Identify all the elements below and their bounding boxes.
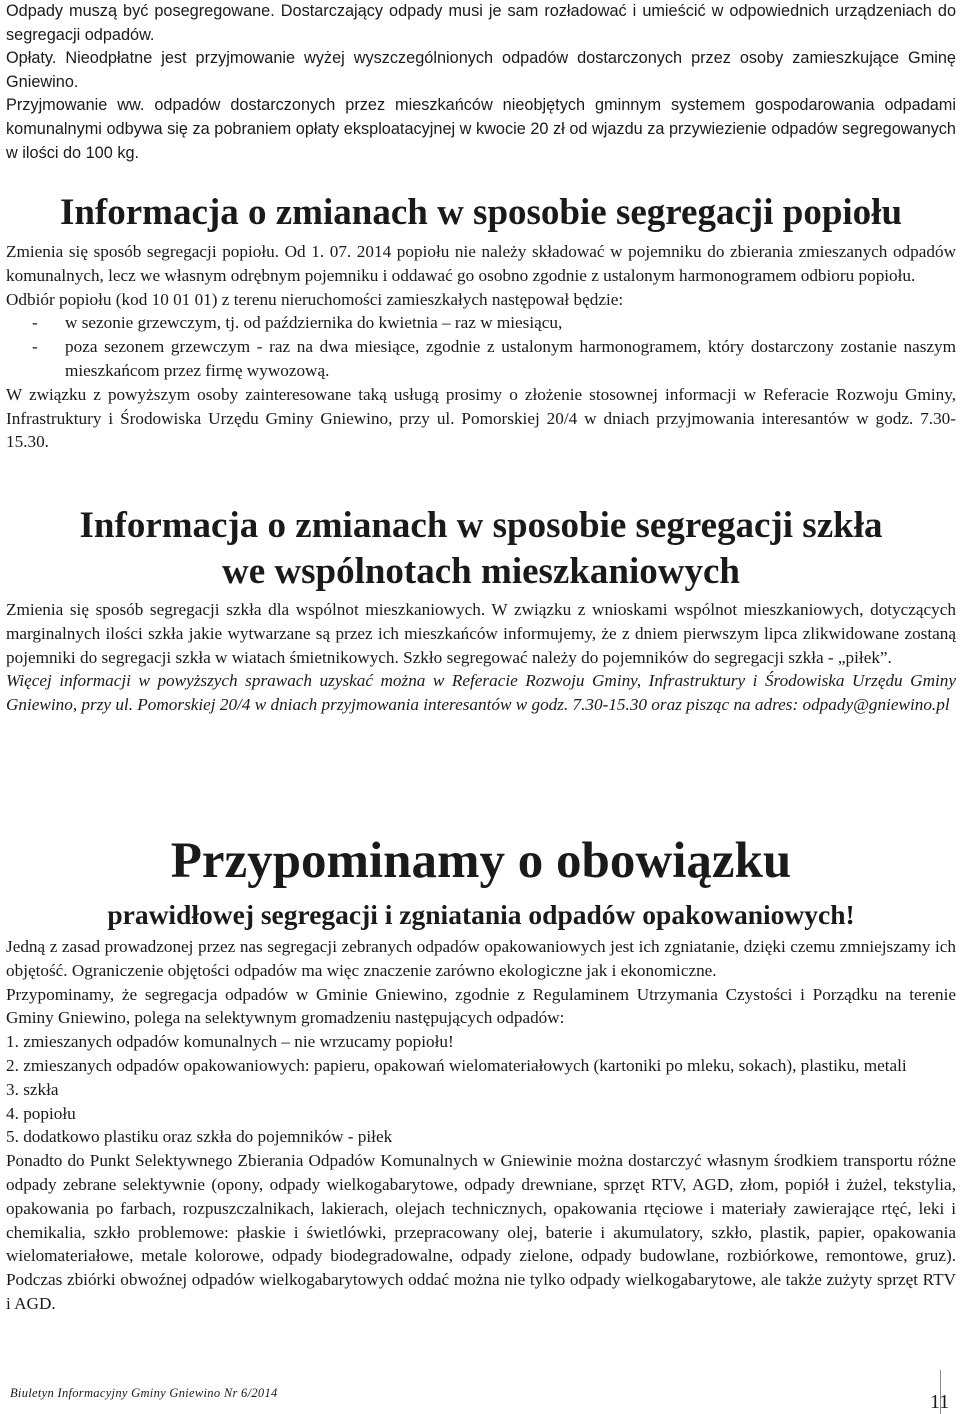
dash-marker: - [32,313,38,333]
list-item: 3. szkła [6,1079,59,1099]
intro-paragraph-1: Odpady muszą być posegregowane. Dostarczający odpady musi je sam rozładować i umieścić w odpowiednich urządzeniach do segregacji odpadów. [6,2,956,44]
glass-section-heading-line-1: Informacja o zmianach w sposobie segregacji szkła [79,505,883,546]
intro-section [6,0,956,165]
reminder-paragraph-1: Jedną z zasad prowadzonej przez nas segregacji zebranych odpadów opakowaniowych jest ich zgniatanie, dzięki czemu zmniejszamy ich objętość. Ograniczenie objętości odpadów ma więc znaczenie zarówno ekologiczne jak i ekonomiczne. [6,937,956,980]
reminder-heading: Przypominamy o obowiązku [170,833,792,889]
reminder-paragraph-3: Ponadto do Punkt Selektywnego Zbierania Odpadów Komunalnych w Gniewinie można dostarczyć własnym środkiem transportu różne odpady zebrane selektywnie (opony, odpady wielkogabarytowe, odpady drewniane, sprzęt RTV, AGD, złom, popiół i żużel, tekstylia, opakowania po farbach, rozpuszczalnikach, lakierach, olejach technicznych, opakowania rtęciowe i materiały zawierające rtęć, leki i chemikalia, szkło problemowe: płaskie i świetlówki, przepracowany olej, baterie i akumulatory, szkło, plastik, papier, opakowania wielomateriałowe, metale kolorowe, odpady biodegradowalne, odpady zielone, odpady budowlane, rozbiórkowe, remontowe, gruz). Podczas zbiórki obwoźnej odpadów wielkogabarytowych oddać można nie tylko odpady wielkogabarytowe, ale także zużyty sprzęt RTV i AGD. [6,1151,956,1313]
ash-paragraph-3: W związku z powyższym osoby zainteresowane taką usługą prosimy o złożenie stosownej informacji w Referacie Rozwoju Gminy, Infrastruktury i Środowiska Urzędu Gminy Gniewino, przy ul. Pomorskiej 20/4 w dniach przyjmowania interesantów w godz. 7.30-15.30. [6,384,956,452]
footer-publication-title: Biuletyn Informacyjny Gminy Gniewino Nr 6/2014 [10,1386,278,1400]
glass-paragraph-1: Zmienia się sposób segregacji szkła dla wspólnot mieszkaniowych. W związku z wnioskami wspólnot mieszkaniowych, dotyczących marginalnych ilości szkła jakie wytwarzane są przez ich mieszkańców informujemy, że z dniem pierwszym lipca zlikwidowane zostaną pojemniki do segregacji szkła w wiatach śmietnikowych. Szkło segregować należy do pojemników do segregacji szkła - „piłek”. [6,600,956,667]
list-item: 1. zmieszanych odpadów komunalnych – nie wrzucamy popiołu! [6,1032,454,1052]
ash-dash-item-1 [6,311,956,335]
ash-dash-item-1-text: w sezonie grzewczym, tj. od października do kwietnia – raz w miesiącu, [65,313,563,333]
reminder-subheading: prawidłowej segregacji i zgniatania odpadów opakowaniowych! [107,899,855,930]
reminder-paragraph-2: Przypominamy, że segregacja odpadów w Gminie Gniewino, zgodnie z Regulaminem Utrzymania Czystości i Porządku na terenie Gminy Gniewino, polega na selektywnym gromadzeniu następujących odpadów: [6,984,956,1028]
ash-section-heading: Informacja o zmianach w sposobie segregacji popiołu [59,192,903,233]
ash-dash-item-2-text: poza sezonem grzewczym - raz na dwa miesiące, zgodnie z ustalonym harmonogramem, który dostarczony zostanie naszym mieszkańcom przez firmę wywozową. [65,337,956,380]
intro-paragraph-2: Opłaty. Nieodpłatne jest przyjmowanie wyżej wyszczególnionych odpadów dostarczonych przez osoby zamieszkujące Gminę Gniewino. [6,49,956,91]
list-item: 5. dodatkowo plastiku oraz szkła do pojemników - piłek [6,1127,393,1147]
glass-paragraph-2: Więcej informacji w powyższych sprawach uzyskać można w Referacie Rozwoju Gminy, Infrastruktury i Środowiska Urzędu Gminy Gniewino, przy ul. Pomorskiej 20/4 w dniach przyjmowania interesantów w godz. 7.30-15.30 oraz pisząc na adres: odpady@gniewino.pl [6,671,956,715]
ash-paragraph-1: Zmienia się sposób segregacji popiołu. Od 1. 07. 2014 popiołu nie należy składować w pojemniku do zbierania zmieszanych odpadów komunalnych, lecz we własnym odrębnym pojemniku i oddawać go osobno zgodnie z ustalonym harmonogramem odbioru popiołu. [6,242,956,285]
list-item: 4. popiołu [6,1103,76,1123]
intro-paragraph-3: Przyjmowanie ww. odpadów dostarczonych przez mieszkańców nieobjętych gminnym systemem gospodarowania odpadami komunalnymi odbywa się za pobraniem opłaty eksploatacyjnej w kwocie 20 zł od wjazdu za przywiezienie odpadów segregowanych w ilości do 100 kg. [6,96,956,162]
ash-section-body [6,240,956,454]
ash-dash-item-2 [6,335,956,383]
footer-page-number: 11 [930,1391,950,1413]
glass-section-heading-line-2: we wspólnotach mieszkaniowych [221,551,741,592]
ash-paragraph-2: Odbiór popiołu (kod 10 01 01) z terenu nieruchomości zamieszkałych następował będzie: [6,289,624,309]
glass-section-body [6,598,956,717]
reminder-section-body [6,935,956,1316]
list-item: 2. zmieszanych odpadów opakowaniowych: papieru, opakowań wielomateriałowych (kartoniki po mleku, sokach), plastiku, metali [6,1055,907,1075]
dash-marker: - [32,337,38,357]
